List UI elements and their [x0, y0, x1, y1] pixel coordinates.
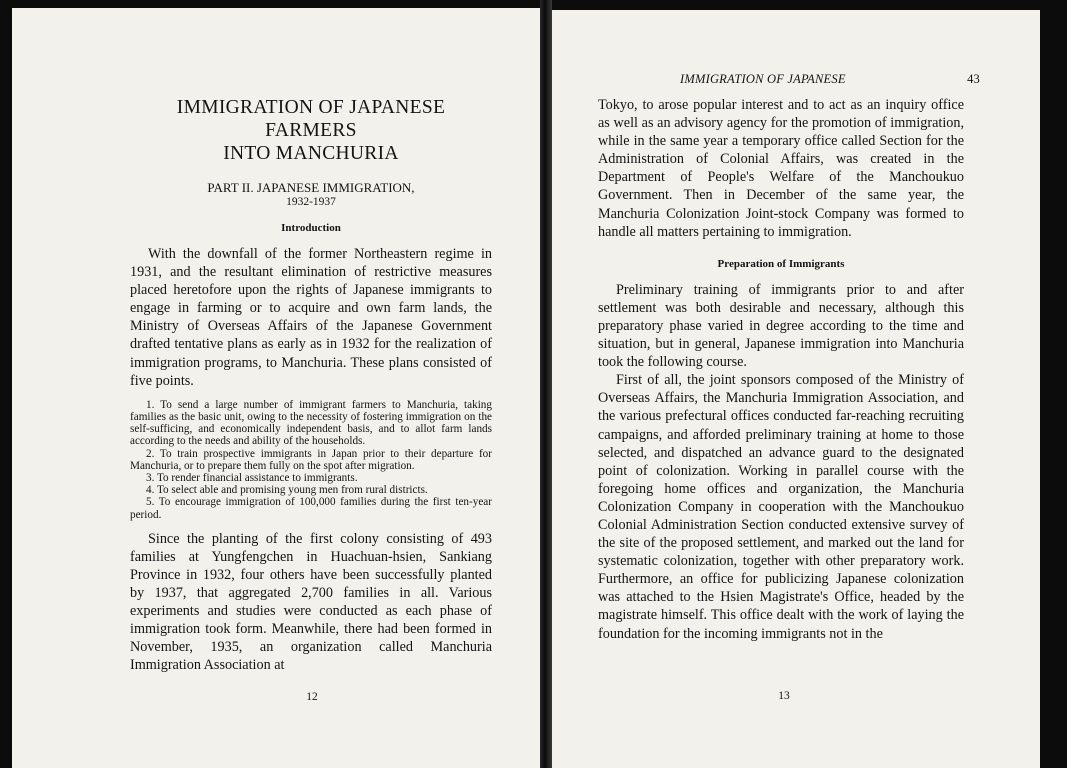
section-heading-introduction: Introduction — [281, 222, 341, 234]
right-text-column — [598, 96, 964, 643]
running-head-page-number: 43 — [967, 72, 980, 86]
page-number-right: 13 — [778, 690, 790, 702]
intro-paragraph: With the downfall of the former Northeastern regime in 1931, and the resultant elimination of restrictive measures placed heretofore upon the rights of Japanese immigrants to engage in farming or to acquire and own farm lands, the Ministry of Overseas Affairs of the Japanese Government drafted tentative plans as early as in 1932 for the realization of immigration programs, to Manchuria. These plans consisted of five points. — [130, 246, 492, 389]
list-item: 5. To encourage immigration of 100,000 families during the first ten-year period. — [130, 496, 492, 521]
chapter-title-line-1: IMMIGRATION OF JAPANESE FARMERS — [176, 97, 446, 141]
part-years: 1932-1937 — [286, 196, 336, 208]
section-heading-preparation: Preparation of Immigrants — [717, 257, 845, 270]
running-head — [680, 72, 980, 87]
five-points-list — [130, 399, 492, 521]
book-gutter — [540, 0, 552, 768]
page-number-left: 12 — [306, 691, 318, 703]
list-item: 3. To render financial assistance to immigrants. — [146, 471, 358, 484]
list-item: 4. To select able and promising young men from rural districts. — [146, 484, 428, 497]
list-item: 2. To train prospective immigrants in Japan prior to their departure for Manchuria, or to prepare them fully on the spot after migration. — [130, 447, 492, 472]
continuation-paragraph: Tokyo, to arose popular interest and to act as an inquiry office as well as an advisory agency for the promotion of immigration, while in the same year a temporary office called Section for the Administration of Colonial Affairs, was created in the Department of People's Welfare of the Manchoukuo Government. Then in December of the same year, the Manchuria Colonization Joint-stock Company was formed to handle all matters pertaining to immigration. — [598, 97, 964, 240]
left-text-column — [130, 96, 492, 675]
part-heading: PART II. JAPANESE IMMIGRATION, — [207, 180, 415, 195]
list-item: 1. To send a large number of immigrant farmers to Manchuria, taking families as the basic unit, owing to the necessity of fostering immigration on the self-sufficing, and economically independent basis, and to allot farm lands according to the needs and ability of the households. — [130, 398, 492, 448]
chapter-title — [130, 96, 492, 165]
right-page — [552, 10, 1040, 768]
running-head-title: IMMIGRATION OF JAPANESE — [680, 72, 846, 86]
colonies-paragraph: Since the planting of the first colony consisting of 493 families at Yungfengchen in Huachuan-hsien, Sankiang Province in 1932, four others have been successfully planted by 1937, that aggregated 2,700 families in all. Various experiments and studies were conducted as each phase of immigration took form. Meanwhile, there had been formed in November, 1935, an organization called Manchuria Immigration Association at — [130, 530, 492, 674]
chapter-title-line-2: INTO MANCHURIA — [223, 143, 399, 164]
preparation-paragraph: Preliminary training of immigrants prior to and after settlement was both desirable and necessary, although this preparatory phase varied in degree according to the time and situation, but in general, Japanese immigration into Manchuria took the following course. — [598, 281, 964, 371]
sponsors-paragraph: First of all, the joint sponsors composed of the Ministry of Overseas Affairs, the Manchuria Immigration Association, and the various prefectural offices conducted far-reaching recruiting campaigns, and afforded preliminary training at home to those selected, and dispatched an advance guard to the designated point of colonization. Working in parallel course with the foregoing home offices and organization, the Manchuria Colonization Company in cooperation with the Manchoukuo Colonial Administration Section conducted extensive survey of the site of the proposed settlement, and marked out the land for systematic colonization, together with other preparatory work. Furthermore, an office for publicizing Japanese colonization was attached to the Hsien Magistrate's Office, headed by the magistrate himself. This office dealt with the work of laying the foundation for the incoming immigrants not in the — [598, 372, 964, 642]
left-page — [12, 8, 540, 768]
